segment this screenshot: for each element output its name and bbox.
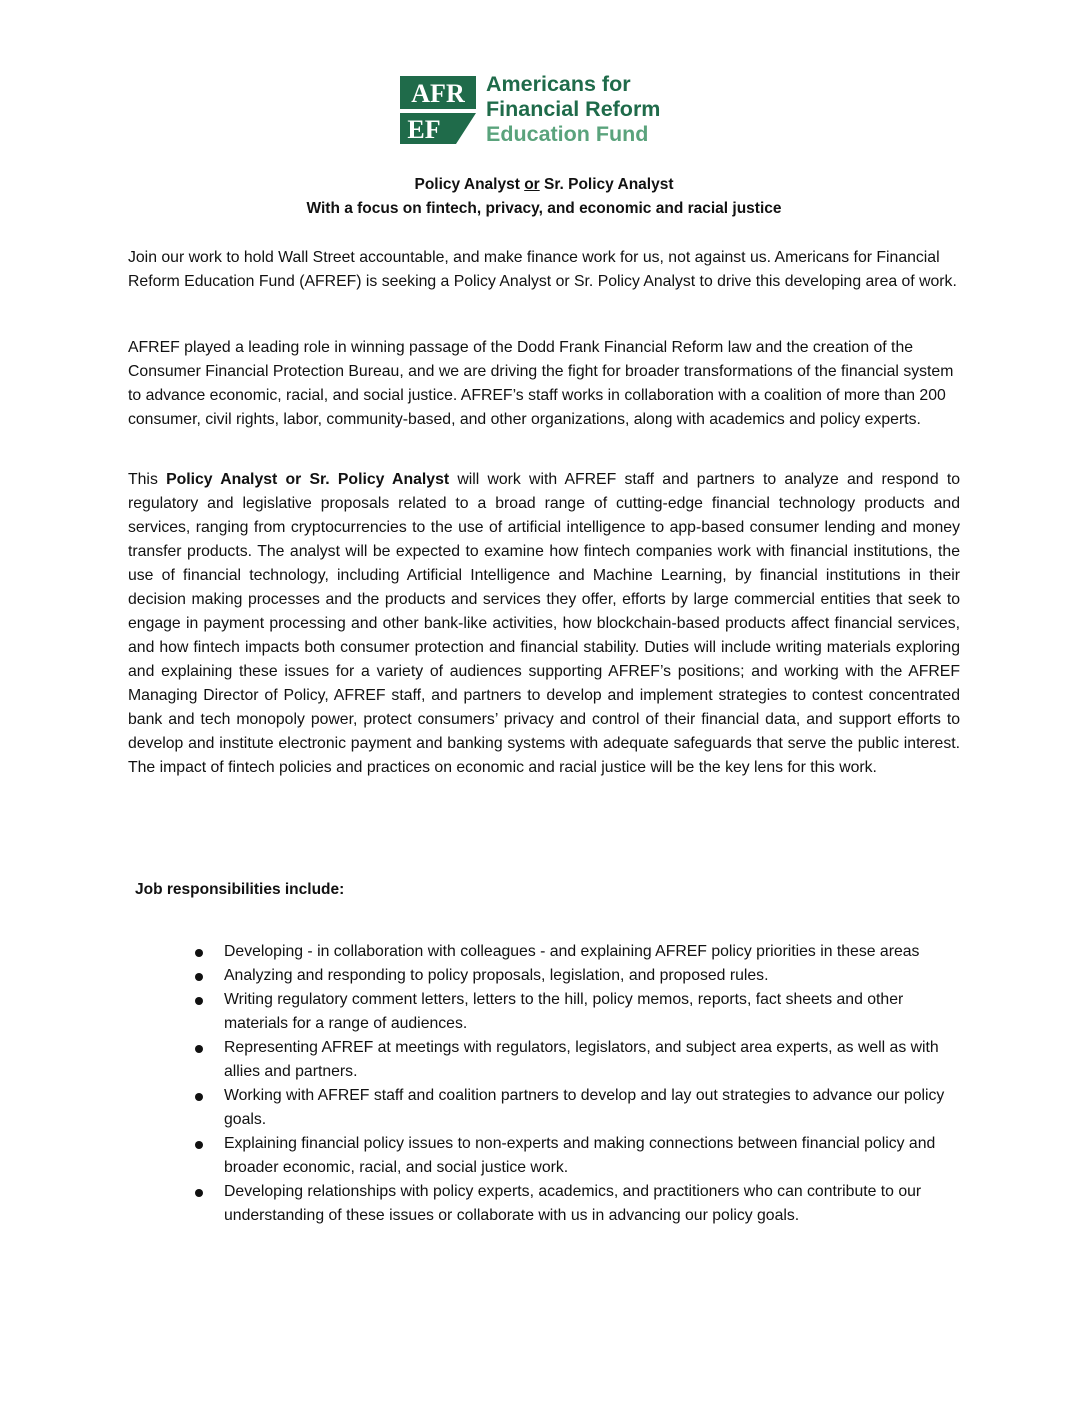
list-item-text: Analyzing and responding to policy proposals, legislation, and proposed rules. bbox=[224, 967, 769, 984]
list-item bbox=[186, 1132, 966, 1180]
responsibilities-list bbox=[186, 940, 966, 1228]
logo-mark-bottom: EF bbox=[407, 115, 441, 144]
role-paragraph-bold: Policy Analyst or Sr. Policy Analyst bbox=[166, 471, 450, 488]
list-item-text: Representing AFREF at meetings with regulators, legislators, and subject area experts, as well as with allies and partners. bbox=[224, 1039, 939, 1080]
bullet-icon bbox=[195, 997, 203, 1005]
bullet-icon bbox=[195, 973, 203, 981]
list-item bbox=[186, 964, 966, 988]
list-item bbox=[186, 1036, 966, 1084]
bullet-icon bbox=[195, 1189, 203, 1197]
list-item bbox=[186, 1180, 966, 1228]
title-part-post: Sr. Policy Analyst bbox=[539, 176, 674, 193]
afref-logo-mark bbox=[400, 72, 480, 148]
title-part-pre: Policy Analyst bbox=[414, 176, 525, 193]
list-item-text: Developing - in collaboration with colleagues - and explaining AFREF policy priorities in these areas bbox=[224, 943, 920, 960]
bullet-icon bbox=[195, 1045, 203, 1053]
list-item bbox=[186, 1084, 966, 1132]
list-item-text: Developing relationships with policy experts, academics, and practitioners who can contribute to our understanding of these issues or collaborate with us in advancing our policy goals. bbox=[224, 1183, 922, 1224]
about-paragraph: AFREF played a leading role in winning passage of the Dodd Frank Financial Reform law and the creation of the Consumer Financial Protection Bureau, and we are driving the fight for broader transformations of the financial system to advance economic, racial, and social justice. AFREF’s staff works in collaboration with a coalition of more than 200 consumer, civil rights, labor, community-based, and other organizations, along with academics and policy experts. bbox=[128, 339, 954, 428]
role-paragraph bbox=[128, 468, 960, 780]
logo-name-line1: Americans for bbox=[486, 72, 631, 96]
list-item-text: Working with AFREF staff and coalition partners to develop and lay out strategies to advance our policy goals. bbox=[224, 1087, 945, 1128]
job-title bbox=[0, 176, 1088, 194]
logo-mark-top: AFR bbox=[411, 79, 465, 108]
list-item-text: Explaining financial policy issues to non-experts and making connections between financial policy and broader economic, racial, and social justice work. bbox=[224, 1135, 936, 1176]
intro-paragraph: Join our work to hold Wall Street accountable, and make finance work for us, not against us. Americans for Financial Reform Education Fund (AFREF) is seeking a Policy Analyst or Sr. Policy Analyst to drive this developing area of work. bbox=[128, 249, 957, 290]
bullet-icon bbox=[195, 949, 203, 957]
list-item bbox=[186, 940, 966, 964]
bullet-icon bbox=[195, 1093, 203, 1101]
job-subtitle: With a focus on fintech, privacy, and economic and racial justice bbox=[306, 200, 782, 217]
role-paragraph-pre: This bbox=[128, 471, 167, 488]
afref-logo bbox=[400, 72, 690, 148]
responsibilities-heading: Job responsibilities include: bbox=[135, 881, 345, 898]
title-part-or: or bbox=[524, 176, 540, 193]
logo-name-line2: Financial Reform bbox=[486, 97, 661, 121]
role-paragraph-rest: will work with AFREF staff and partners to analyze and respond to regulatory and legislative proposals related to a broad range of cutting-edge financial technology products and services, ranging from cryptocurrencies to the use of artificial intelligence to app-based consumer lending and money transfer products. The analyst will be expected to examine how fintech companies work with financial institutions, the use of financial technology, including Artificial Intelligence and Machine Learning, by financial institutions in their decision making processes and the products and services they offer, efforts by large commercial entities that seek to engage in payment processing and other bank-like activities, how blockchain-based products affect financial services, and how fintech impacts both consumer protection and financial stability. Duties will include writing materials exploring and explaining these issues for a variety of audiences supporting AFREF’s positions; and working with the AFREF Managing Director of Policy, AFREF staff, and partners to develop and implement strategies to contest concentrated bank and tech monopoly power, protect consumers’ privacy and control of their financial data, and support efforts to develop and institute electronic payment and banking systems with adequate safeguards that serve the public interest. The impact of fintech policies and practices on economic and racial justice will be the key lens for this work. bbox=[128, 471, 961, 776]
list-item bbox=[186, 988, 966, 1036]
logo-wordmark bbox=[486, 72, 660, 147]
bullet-icon bbox=[195, 1141, 203, 1149]
list-item-text: Writing regulatory comment letters, letters to the hill, policy memos, reports, fact sheets and other materials for a range of audiences. bbox=[224, 991, 904, 1032]
logo-name-line3: Education Fund bbox=[486, 122, 649, 146]
